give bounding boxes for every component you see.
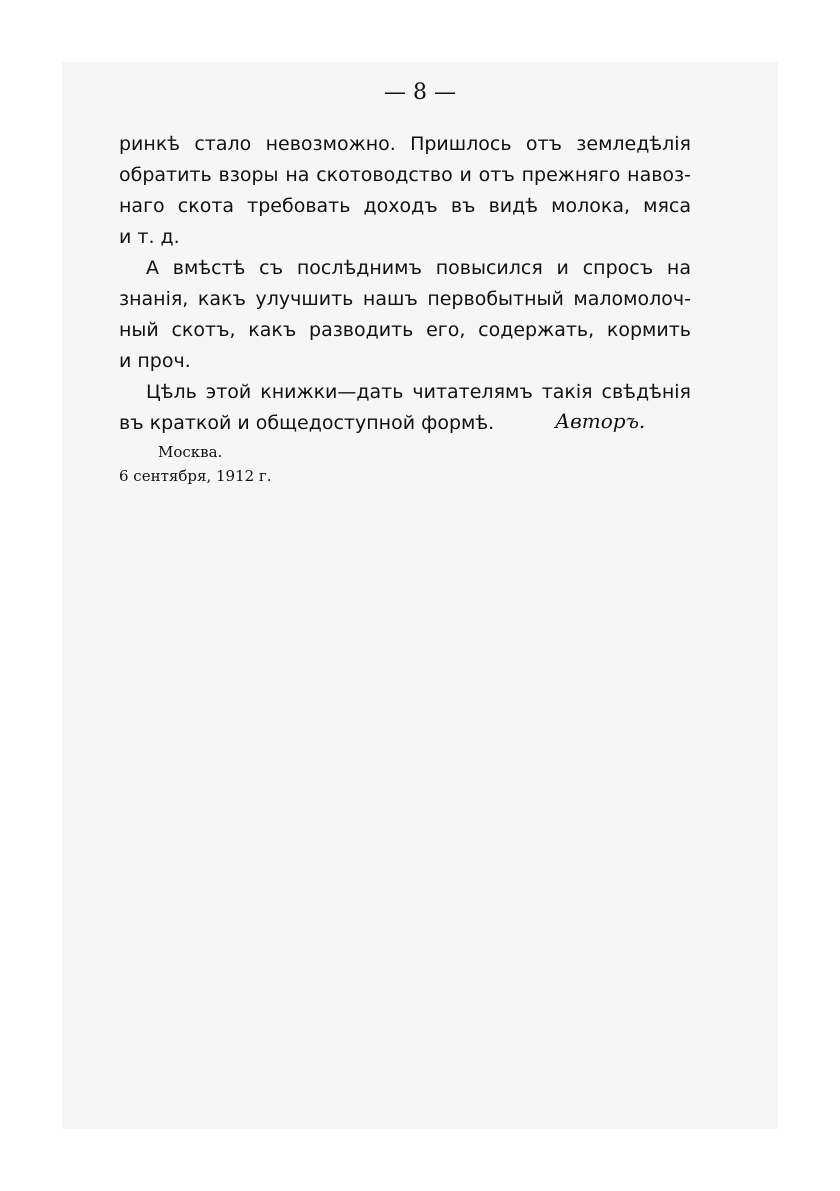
place-of-writing: Москва. — [158, 443, 223, 461]
date-of-writing: 6 сентября, 1912 г. — [119, 467, 272, 485]
page-number: — 8 — — [384, 80, 456, 105]
text-line: ный скотъ, какъ разводить его, содержать, кормить — [119, 319, 691, 341]
text-line: обратить взоры на скотоводство и отъ прежняго навоз- — [119, 164, 691, 186]
text-line: наго скота требовать доходъ въ видѣ молока, мяса — [119, 195, 691, 217]
body-text — [119, 129, 691, 439]
text-line: въ краткой и общедоступной формѣ. — [119, 412, 495, 434]
author-signature: Авторъ. — [555, 409, 646, 433]
text-line: Цѣль этой книжки—дать читателямъ такія свѣдѣнія — [146, 381, 691, 403]
text-line: знанія, какъ улучшить нашъ первобытный маломолоч- — [119, 288, 691, 310]
text-line: и проч. — [119, 350, 191, 372]
text-line: ринкѣ стало невозможно. Пришлось отъ земледѣлія — [119, 133, 691, 155]
text-line: А вмѣстѣ съ послѣднимъ повысился и спросъ на — [146, 257, 691, 279]
text-line: и т. д. — [119, 226, 180, 248]
